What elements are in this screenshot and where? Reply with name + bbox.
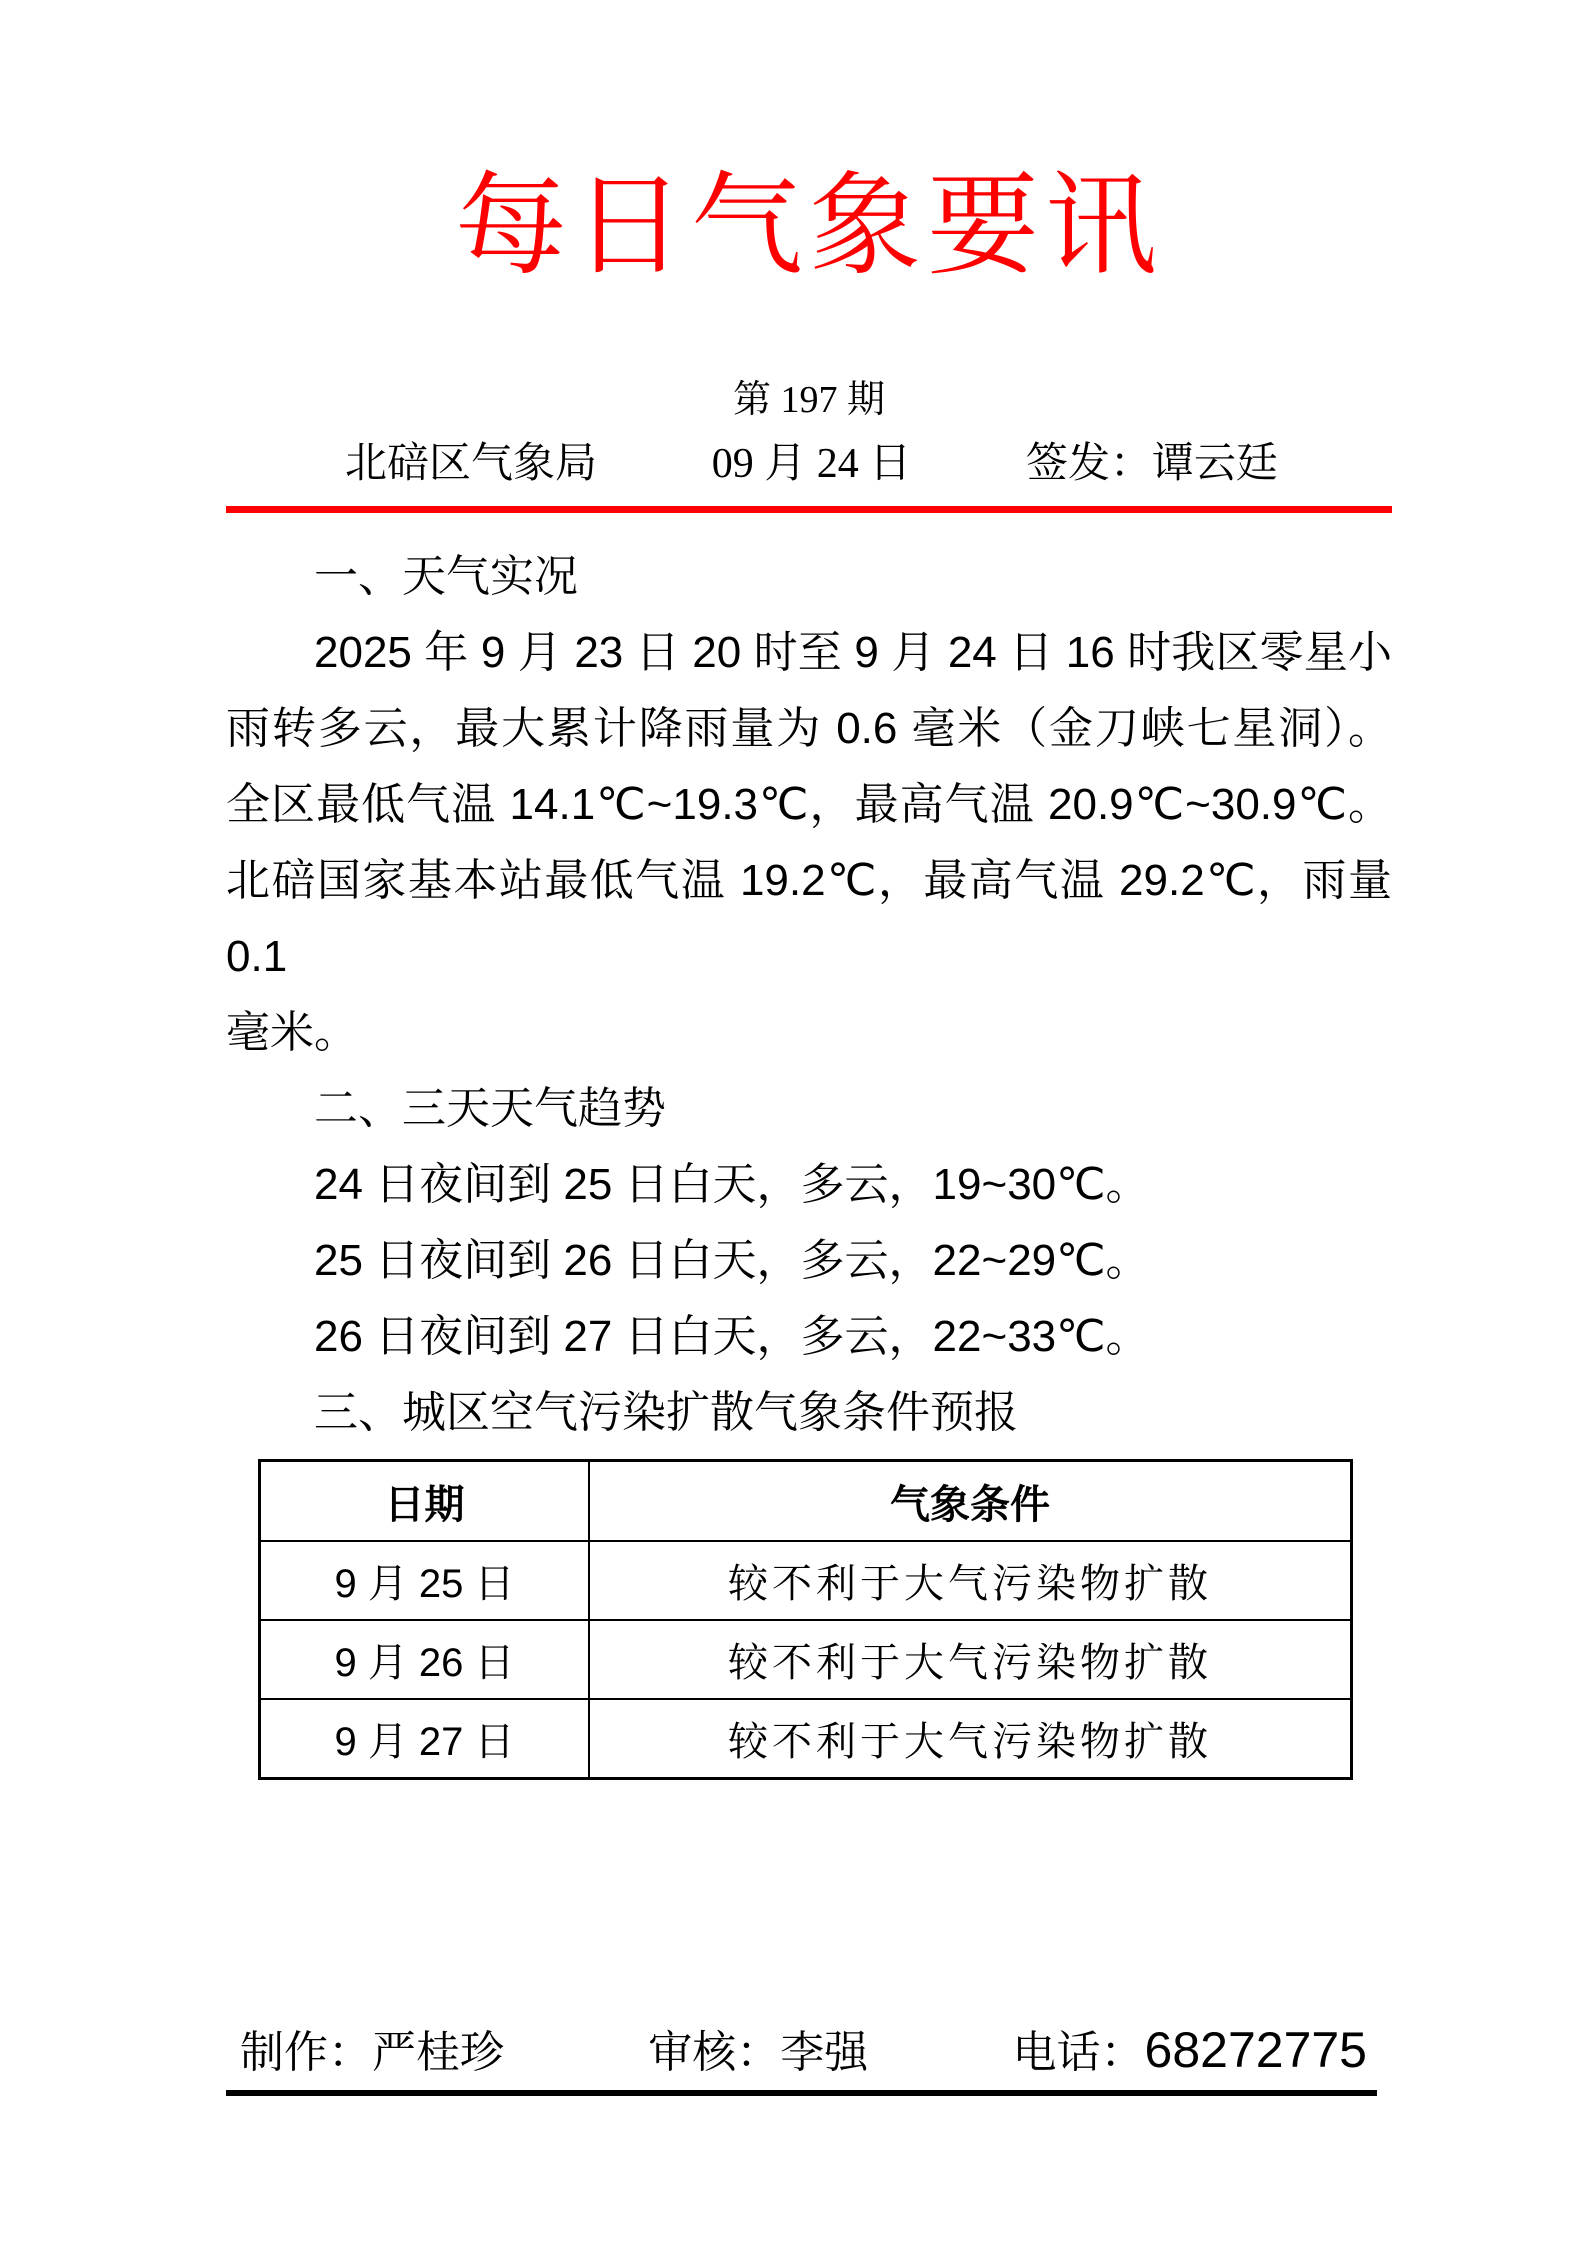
bureau-name: 北碚区气象局 <box>345 441 598 487</box>
section-3-heading: 三、城区空气污染扩散气象条件预报 <box>314 1388 1018 1437</box>
section-2-heading: 二、三天天气趋势 <box>314 1084 666 1133</box>
table-header-condition: 气象条件 <box>589 1461 1352 1542</box>
table-row <box>260 1541 1352 1620</box>
footer-phone <box>1013 2016 1367 2080</box>
table-cell-date: 9 月 26 日 <box>260 1620 590 1699</box>
table-cell-condition: 较不利于大气污染物扩散 <box>589 1620 1352 1699</box>
section-1-line: 北碚国家基本站最低气温 19.2℃，最高气温 29.2℃，雨量 0.1 <box>226 856 1392 981</box>
section-1-line: 雨转多云，最大累计降雨量为 0.6 毫米（金刀峡七星洞）。 <box>226 704 1392 753</box>
footer-reviewer: 审核：李强 <box>648 2028 869 2077</box>
document-body <box>226 539 1392 1451</box>
table-cell-date: 9 月 27 日 <box>260 1699 590 1779</box>
air-quality-forecast-table <box>258 1459 1353 1780</box>
section-1-line: 2025 年 9 月 23 日 20 时至 9 月 24 日 16 时我区零星小 <box>314 628 1392 677</box>
signer-name: 签发：谭云廷 <box>1025 441 1278 487</box>
footer-row <box>226 2016 1377 2096</box>
footer-phone-number: 68272775 <box>1144 2022 1367 2078</box>
masthead-row <box>226 437 1392 492</box>
table-cell-date: 9 月 25 日 <box>260 1541 590 1620</box>
document-title: 每日气象要讯 <box>455 165 1163 289</box>
footer-phone-label: 电话： <box>1012 2028 1145 2077</box>
table-row <box>260 1620 1352 1699</box>
issue-number: 第 197 期 <box>732 379 885 421</box>
section-1-line: 全区最低气温 14.1℃~19.3℃，最高气温 20.9℃~30.9℃。 <box>226 780 1392 829</box>
table-cell-condition: 较不利于大气污染物扩散 <box>589 1699 1352 1779</box>
red-divider-line <box>226 506 1392 513</box>
section-2-line: 24 日夜间到 25 日白天，多云，19~30℃。 <box>314 1160 1150 1209</box>
table-header-date: 日期 <box>260 1461 590 1542</box>
table-row <box>260 1699 1352 1779</box>
issue-date: 09 月 24 日 <box>711 441 912 487</box>
section-1-line: 毫米。 <box>226 1008 358 1057</box>
table-header-row <box>260 1461 1352 1542</box>
section-2-line: 26 日夜间到 27 日白天，多云，22~33℃。 <box>314 1312 1150 1361</box>
section-2-line: 25 日夜间到 26 日白天，多云，22~29℃。 <box>314 1236 1150 1285</box>
table-cell-condition: 较不利于大气污染物扩散 <box>589 1541 1352 1620</box>
section-1-heading: 一、天气实况 <box>314 552 578 601</box>
footer-maker: 制作：严桂珍 <box>240 2028 504 2077</box>
